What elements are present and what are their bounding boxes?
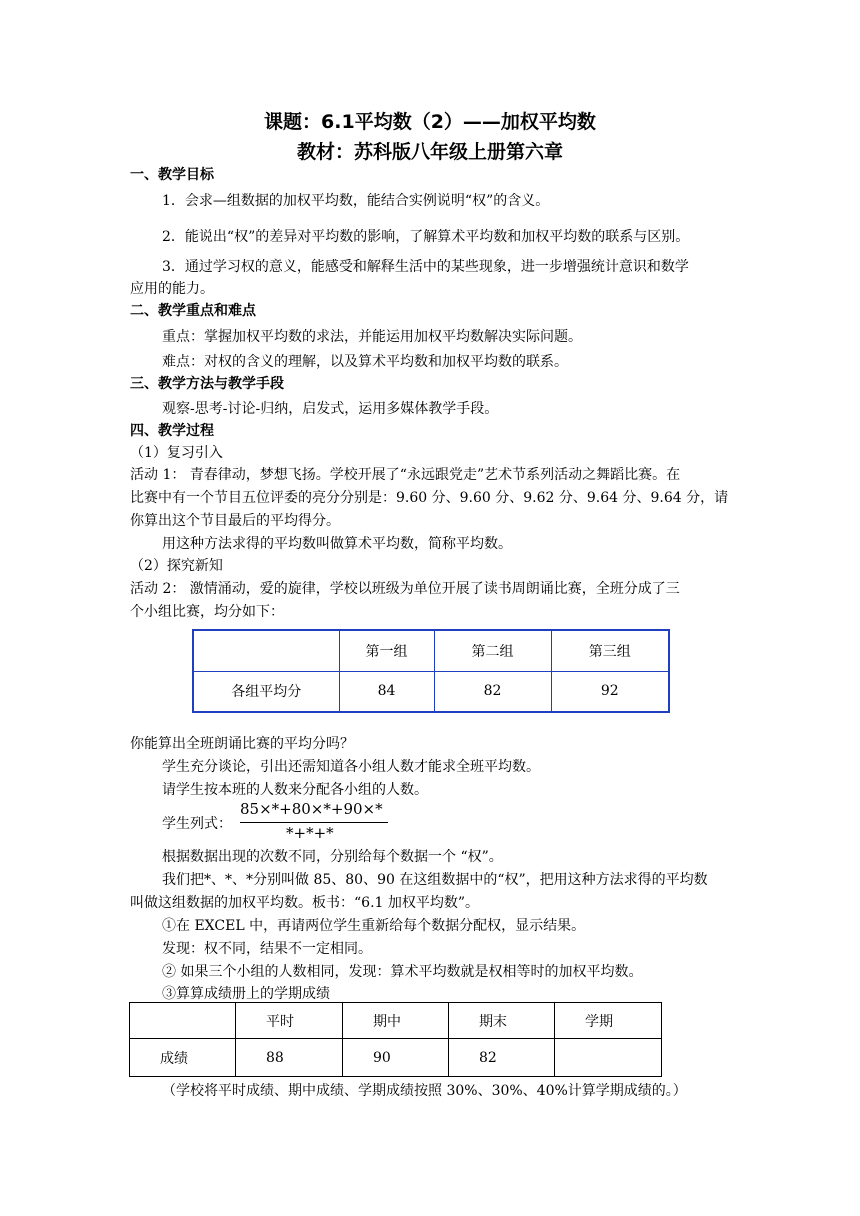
table-cell: 92 bbox=[551, 671, 669, 712]
table-row bbox=[130, 1039, 662, 1077]
table-cell: 88 bbox=[236, 1039, 343, 1077]
table-cell: 第三组 bbox=[551, 630, 669, 671]
weight-text: 根据数据出现的次数不同，分别给每个数据一个 “权”。 bbox=[162, 849, 503, 865]
excel-text: ①在 EXCEL 中，再请两位学生重新给每个数据分配权，显示结果。 bbox=[162, 918, 586, 934]
definition-line-1: 我们把*、*、*分别叫做 85、80、90 在这组数据中的“权”，把用这种方法求得的平均数 bbox=[162, 872, 708, 888]
process-step-2: （2）探究新知 bbox=[130, 558, 223, 574]
goal-3: 3．通过学习权的意义，能感受和解释生活中的某些现象，进一步增强统计意识和数学 bbox=[162, 259, 689, 275]
table-cell: 学期 bbox=[555, 1003, 662, 1039]
lesson-title: 课题：6.1平均数（2）——加权平均数 bbox=[264, 111, 596, 133]
finding-text: 发现：权不同，结果不一定相同。 bbox=[162, 941, 372, 957]
table-cell bbox=[555, 1039, 662, 1077]
table-cell: 平时 bbox=[236, 1003, 343, 1039]
grade-calc-text: ③算算成绩册上的学期成绩 bbox=[162, 986, 330, 1002]
textbook-title: 教材：苏科版八年级上册第六章 bbox=[296, 141, 563, 163]
discussion-text: 学生充分谈论，引出还需知道各小组人数才能求全班平均数。 bbox=[162, 759, 540, 775]
definition-line-2: 叫做这组数据的加权平均数。板书：“6.1 加权平均数”。 bbox=[130, 895, 480, 911]
grade-note: （学校将平时成绩、期中成绩、学期成绩按照 30%、30%、40%计算学期成绩的。） bbox=[162, 1083, 687, 1099]
table-cell: 82 bbox=[434, 671, 551, 712]
fraction-bar bbox=[240, 822, 388, 823]
section-heading-process: 四、教学过程 bbox=[130, 423, 214, 439]
difficulty-text: 难点：对权的含义的理解，以及算术平均数和加权平均数的联系。 bbox=[162, 354, 568, 370]
assign-text: 请学生按本班的人数来分配各小组的人数。 bbox=[162, 782, 428, 798]
formula-denominator: *+*+* bbox=[286, 824, 334, 842]
activity-2-line-1: 活动 2： 激情涌动，爱的旋律，学校以班级为单位开展了读书周朗诵比赛，全班分成了三 bbox=[130, 581, 680, 597]
table-cell: 成绩 bbox=[130, 1039, 236, 1077]
table-row bbox=[193, 671, 669, 712]
equal-weight-text: ② 如果三个小组的人数相同，发现：算术平均数就是权相等时的加权平均数。 bbox=[162, 964, 643, 980]
formula-label: 学生列式： bbox=[162, 816, 232, 832]
goal-3-cont: 应用的能力。 bbox=[130, 281, 214, 297]
goal-2: 2．能说出“权”的差异对平均数的影响，了解算术平均数和加权平均数的联系与区别。 bbox=[162, 229, 690, 245]
group-average-table bbox=[192, 629, 670, 713]
table-cell: 第一组 bbox=[339, 630, 434, 671]
table-cell: 84 bbox=[339, 671, 434, 712]
table-cell: 90 bbox=[343, 1039, 449, 1077]
table-cell: 各组平均分 bbox=[193, 671, 339, 712]
activity-1-line-1: 活动 1： 青春律动，梦想飞扬。学校开展了“永远跟党走”艺术节系列活动之舞蹈比赛。在 bbox=[130, 467, 681, 483]
activity-2-line-2: 个小组比赛，均分如下： bbox=[130, 604, 284, 620]
table-header-row bbox=[193, 630, 669, 671]
formula-numerator: 85×*+80×*+90×* bbox=[240, 800, 383, 818]
question-text: 你能算出全班朗诵比赛的平均分吗？ bbox=[130, 736, 354, 752]
table-cell bbox=[193, 630, 339, 671]
table-cell: 第二组 bbox=[434, 630, 551, 671]
activity-1-line-3: 你算出这个节目最后的平均得分。 bbox=[130, 513, 340, 529]
section-heading-focus: 二、教学重点和难点 bbox=[130, 303, 256, 319]
process-step-1: （1）复习引入 bbox=[130, 445, 223, 461]
section-heading-goals: 一、教学目标 bbox=[130, 167, 214, 183]
method-text: 观察-思考-讨论-归纳，启发式，运用多媒体教学手段。 bbox=[162, 401, 499, 417]
table-cell bbox=[130, 1003, 236, 1039]
table-header-row bbox=[130, 1003, 662, 1039]
grade-table bbox=[129, 1002, 662, 1077]
goal-1: 1．会求—组数据的加权平均数，能结合实例说明“权”的含义。 bbox=[162, 193, 550, 209]
activity-1-line-2: 比赛中有一个节目五位评委的亮分分别是：9.60 分、9.60 分、9.62 分、9.64 分、9.64 分，请 bbox=[130, 490, 729, 506]
activity-1-line-4: 用这种方法求得的平均数叫做算术平均数，简称平均数。 bbox=[162, 536, 512, 552]
table-cell: 期中 bbox=[343, 1003, 449, 1039]
section-heading-method: 三、教学方法与教学手段 bbox=[130, 376, 284, 392]
table-cell: 82 bbox=[449, 1039, 555, 1077]
focus-text: 重点：掌握加权平均数的求法，并能运用加权平均数解决实际问题。 bbox=[162, 329, 582, 345]
table-cell: 期末 bbox=[449, 1003, 555, 1039]
